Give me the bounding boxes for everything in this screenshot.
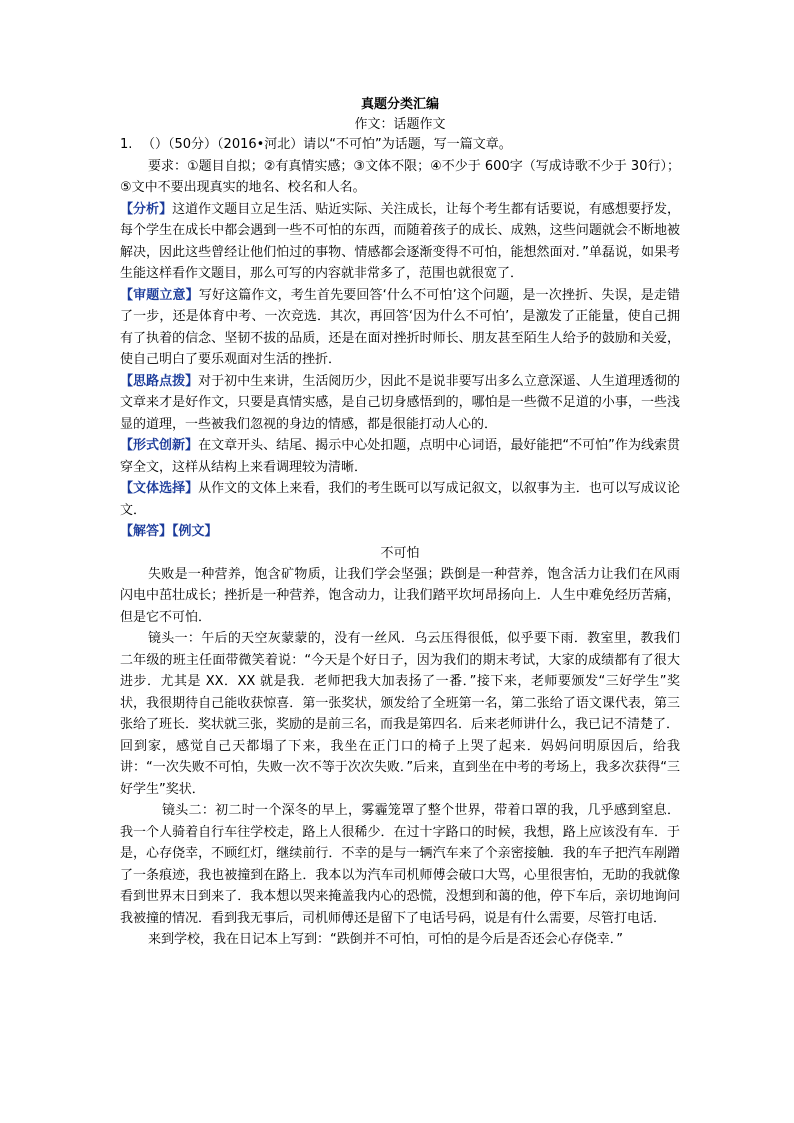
essay-paragraph: 镜头二：初二时一个深冬的早上，雾霾笼罩了整个世界，带着口罩的我，几乎感到窒息．我一个人骑着自行车往学校走，路上人很稀少．在过十字路口的时候，我想，路上应该没有车．于是，心存侥幸，不顾红灯，继续前行．不幸的是与一辆汽车来了个亲密接触．我的车子把汽车剐蹭了一条痕迹，我也被撞到在路上．我本以为汽车司机师傅会破口大骂，心里很害怕，无助的我就像看到世界末日到来了．我本想以哭来掩盖我内心的恐慌，没想到和蔼的他，停下车后，亲切地询问我被撞的情况．看到我无事后，司机师傅还是留下了电话号码，说是有什么需要，尽管打电话． [120,803,680,926]
doc-title: 真题分类汇编 [360,97,439,112]
essay-paragraph: 回到家，感觉自己天都塌了下来，我坐在正门口的椅子上哭了起来．妈妈问明原因后，给我讲：“一次失败不可怕，失败一次不等于次次失败．”后来，直到坐在中考的考场上，我多次获得“三好学生”奖状． [120,738,680,797]
answer-tag: 【解答】【例文】 [120,524,218,539]
form-tag: 【形式创新】 [120,438,199,453]
analysis-section [120,199,680,285]
theme-tag: 【审题立意】 [120,287,199,303]
approach-tag: 【思路点拨】 [120,373,199,389]
genre-text: 从作文的文体上来看，我们的考生既可以写成记叙文，以叙事为主．也可以写成议论文． [120,481,680,518]
question-number: 1. [120,137,133,152]
question-prompt [120,134,680,156]
essay-paragraph: 失败是一种营养，饱含矿物质，让我们学会坚强；跌倒是一种营养，饱含活力让我们在风雨闪电中茁壮成长；挫折是一种营养，饱含动力，让我们踏平坎坷昂扬向上．人生中难免经历苦痛，但是它不可怕． [120,566,680,625]
doc-subtitle: 作文：话题作文 [354,117,446,132]
theme-section [120,285,680,371]
analysis-text: 这道作文题目立足生活、贴近实际、关注成长，让每个考生都有话要说，有感想要抒发，每个学生在成长中都会遇到一些不可怕的东西，而随着孩子的成长、成熟，这些问题就会不断地被解决，因此这些曾经让他们怕过的事物、情感都会逐渐变得不可怕，能想然面对．”单磊说，如果考生能这样看作文题目，那么可写的内容就非常多了，范围也就很宽了． [120,201,680,281]
essay-title: 不可怕 [380,545,420,561]
essay-paragraph: 来到学校，我在日记本上写到：“跌倒并不可怕，可怕的是今后是否还会心存侥幸．” [148,932,623,947]
genre-section [120,478,680,521]
form-section [120,435,680,478]
genre-tag: 【文体选择】 [120,481,199,496]
question-text: （）（50分）（2016•河北）请以“不可怕”为话题，写一篇文章。 [142,137,512,152]
answer-heading [120,521,680,543]
analysis-tag: 【分析】 [120,201,173,217]
form-text: 在文章开头、结尾、揭示中心处扣题，点明中心词语，最好能把“不可怕”作为线索贯穿全文，这样从结构上来看调理较为清晰． [120,438,680,475]
approach-text: 对于初中生来讲，生活阅历少，因此不是说非要写出多么立意深遥、人生道理透彻的文章来才是好作文，只要是真情实感，是自己切身感悟到的，哪怕是一些微不足道的小事，一些浅显的道理，一些被我们忽视的身边的情感，都是很能打动人心的． [120,373,680,432]
question-requirements: 要求：①题目自拟；②有真情实感；③文体不限；④不少于 600字（写成诗歌不少于 30行）；⑤文中不要出现真实的地名、校名和人名。 [120,158,680,195]
essay-paragraph: 镜头一：午后的天空灰蒙蒙的，没有一丝风．乌云压得很低，似乎要下雨．教室里，教我们二年级的班主任面带微笑着说：“今天是个好日子，因为我们的期末考试，大家的成绩都有了很大进步．尤其是 XX．XX 就是我．老师把我大加表扬了一番．”接下来，老师要颁发“三好学生”奖状，我很期待自己能收获惊喜．第一张奖状，颁发给了全班第一名，第二张给了语文课代表，第三张给了班长．奖状就三张，奖励的是前三名，而我是第四名．后来老师讲什么，我已记不清楚了． [120,631,680,732]
document-page [120,95,680,951]
approach-section [120,371,680,436]
theme-text: 写好这篇作文，考生首先要回答‘什么不可怕’这个问题，是一次挫折、失误，是走错了一步，还是体育中考、一次竞选．其次，再回答‘因为什么不可怕’，是激发了正能量，使自己拥有了执着的信念、坚韧不拔的品质，还是在面对挫折时师长、朋友甚至陌生人给予的鼓励和关爱，使自己明白了要乐观面对生活的挫折． [120,287,680,367]
